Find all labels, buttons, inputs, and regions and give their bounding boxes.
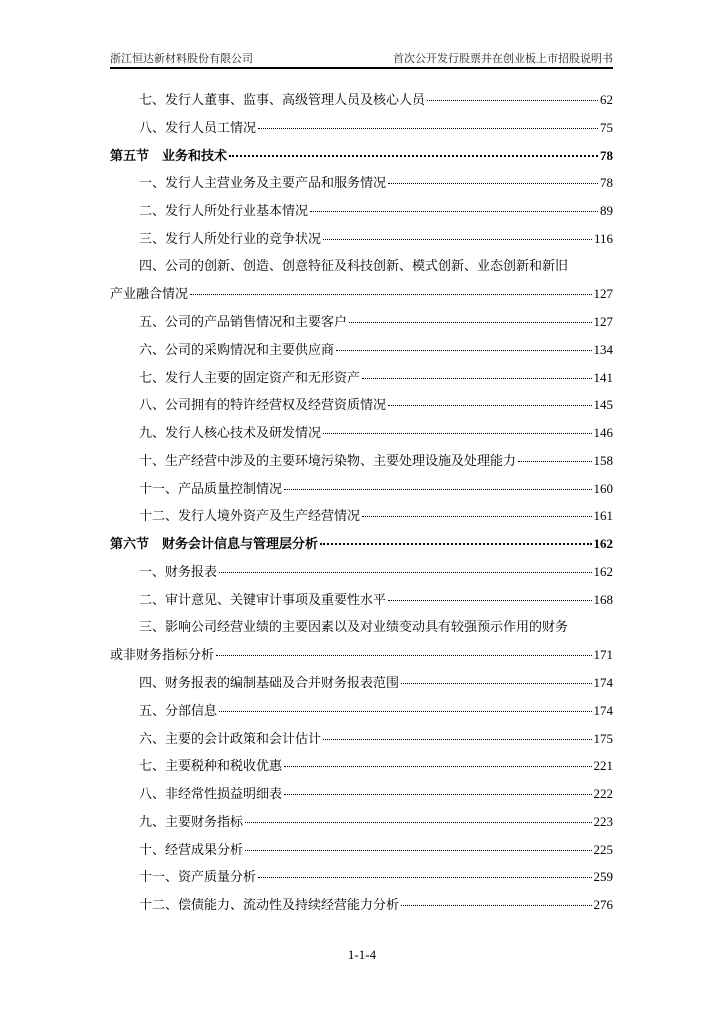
toc-entry-page: 259 xyxy=(593,869,613,885)
table-of-contents xyxy=(110,86,613,919)
toc-entry-title: 三、发行人所处行业的竞争状况 xyxy=(139,231,322,247)
page-number: 1-1-4 xyxy=(347,947,377,962)
toc-section-entry[interactable] xyxy=(110,142,613,170)
toc-entry-title-line1[interactable]: 四、公司的创新、创造、创意特征及科技创新、模式创新、业态创新和新旧 xyxy=(139,258,569,274)
toc-entry[interactable] xyxy=(110,641,613,669)
toc-dot-leader xyxy=(258,876,591,878)
toc-entry[interactable] xyxy=(110,419,613,447)
toc-entry-title: 六、主要的会计政策和会计估计 xyxy=(139,731,322,747)
toc-entry-title-line2: 产业融合情况 xyxy=(110,287,189,303)
toc-entry-page: 78 xyxy=(600,175,613,191)
toc-entry[interactable] xyxy=(110,447,613,475)
toc-dot-leader xyxy=(219,571,591,573)
toc-dot-leader xyxy=(401,904,591,906)
header-document-title: 首次公开发行股票并在创业板上市招股说明书 xyxy=(393,52,613,65)
running-header xyxy=(110,50,613,67)
toc-entry-title: 十一、产品质量控制情况 xyxy=(139,481,283,497)
toc-dot-leader xyxy=(388,182,598,184)
toc-entry-page: 225 xyxy=(593,841,613,857)
toc-dot-leader xyxy=(401,682,591,684)
toc-dot-leader xyxy=(245,821,591,823)
toc-entry[interactable] xyxy=(110,780,613,808)
toc-dot-leader xyxy=(190,293,591,295)
toc-entry-page: 146 xyxy=(593,425,613,441)
toc-entry-page: 162 xyxy=(593,564,613,580)
toc-entry-page: 127 xyxy=(593,286,613,302)
toc-entry[interactable] xyxy=(110,725,613,753)
toc-entry-title: 二、发行人所处行业基本情况 xyxy=(139,204,309,220)
toc-entry-title-line1[interactable]: 三、影响公司经营业绩的主要因素以及对业绩变动具有较强预示作用的财务 xyxy=(139,619,569,635)
toc-entry-title: 九、发行人核心技术及研发情况 xyxy=(139,426,322,442)
toc-dot-leader xyxy=(219,710,591,712)
toc-entry[interactable] xyxy=(110,336,613,364)
toc-entry[interactable] xyxy=(110,225,613,253)
toc-dot-leader xyxy=(284,793,591,795)
toc-entry-title: 二、审计意见、关键审计事项及重要性水平 xyxy=(139,592,387,608)
toc-entry-title: 七、发行人主要的固定资产和无形资产 xyxy=(139,370,361,386)
toc-dot-leader xyxy=(229,154,598,157)
toc-dot-leader xyxy=(336,349,591,351)
toc-entry-title: 十二、发行人境外资产及生产经营情况 xyxy=(139,509,361,525)
toc-entry[interactable] xyxy=(110,364,613,392)
toc-section-title: 第六节 财务会计信息与管理层分析 xyxy=(110,537,319,553)
toc-dot-leader xyxy=(362,377,591,379)
toc-entry-title: 六、公司的采购情况和主要供应商 xyxy=(139,342,335,358)
toc-entry[interactable] xyxy=(110,836,613,864)
toc-entry[interactable] xyxy=(110,391,613,419)
toc-entry-title: 七、主要税种和税收优惠 xyxy=(139,759,283,775)
toc-entry[interactable] xyxy=(110,669,613,697)
toc-dot-leader xyxy=(284,765,591,767)
toc-entry[interactable] xyxy=(110,308,613,336)
toc-dot-leader xyxy=(323,432,591,434)
toc-section-page: 162 xyxy=(593,536,613,552)
toc-entry-title: 五、分部信息 xyxy=(139,703,218,719)
toc-entry[interactable] xyxy=(110,502,613,530)
toc-entry-page: 89 xyxy=(600,203,613,219)
toc-section-entry[interactable] xyxy=(110,530,613,558)
toc-entry-page: 141 xyxy=(593,369,613,385)
toc-entry[interactable] xyxy=(110,863,613,891)
toc-dot-leader xyxy=(362,515,591,517)
toc-entry-title: 一、发行人主营业务及主要产品和服务情况 xyxy=(139,176,387,192)
toc-entry-page: 75 xyxy=(600,119,613,135)
toc-entry-page: 221 xyxy=(593,758,613,774)
toc-entry-title: 八、发行人员工情况 xyxy=(139,120,257,136)
toc-entry-title: 九、主要财务指标 xyxy=(139,814,244,830)
toc-dot-leader xyxy=(518,460,591,462)
header-rule xyxy=(110,67,613,69)
toc-entry-page: 116 xyxy=(593,230,613,246)
toc-dot-leader xyxy=(258,127,598,129)
toc-entry[interactable] xyxy=(110,891,613,919)
toc-entry-title: 五、公司的产品销售情况和主要客户 xyxy=(139,315,348,331)
toc-entry-title: 十、经营成果分析 xyxy=(139,842,244,858)
toc-entry-title: 四、财务报表的编制基础及合并财务报表范围 xyxy=(139,676,400,692)
toc-dot-leader xyxy=(323,738,591,740)
toc-entry[interactable] xyxy=(110,280,613,308)
toc-entry-title: 一、财务报表 xyxy=(139,565,218,581)
toc-entry-page: 174 xyxy=(593,702,613,718)
toc-dot-leader xyxy=(320,542,591,545)
toc-dot-leader xyxy=(388,599,591,601)
toc-entry-page: 223 xyxy=(593,813,613,829)
toc-entry-page: 276 xyxy=(593,897,613,913)
toc-dot-leader xyxy=(323,238,592,240)
header-company-name: 浙江恒达新材料股份有限公司 xyxy=(110,52,253,65)
toc-entry-page: 134 xyxy=(593,341,613,357)
toc-entry-page: 158 xyxy=(593,452,613,468)
toc-section-page: 78 xyxy=(600,147,613,163)
toc-entry-title: 十一、资产质量分析 xyxy=(139,870,257,886)
toc-entry[interactable] xyxy=(110,808,613,836)
toc-entry[interactable] xyxy=(110,114,613,142)
toc-entry-page: 145 xyxy=(593,397,613,413)
toc-entry[interactable] xyxy=(110,697,613,725)
toc-dot-leader xyxy=(388,404,591,406)
toc-entry-title-line2: 或非财务指标分析 xyxy=(110,648,215,664)
toc-entry[interactable] xyxy=(110,586,613,614)
toc-dot-leader xyxy=(216,654,591,656)
toc-entry-page: 174 xyxy=(593,675,613,691)
toc-entry-page: 175 xyxy=(593,730,613,746)
toc-entry-page: 222 xyxy=(593,786,613,802)
toc-entry-page: 168 xyxy=(593,591,613,607)
toc-entry-page: 161 xyxy=(593,508,613,524)
toc-entry[interactable] xyxy=(110,86,613,114)
toc-entry-title: 八、非经常性损益明细表 xyxy=(139,787,283,803)
toc-entry-title: 十二、偿债能力、流动性及持续经营能力分析 xyxy=(139,898,400,914)
toc-dot-leader xyxy=(245,849,591,851)
toc-entry[interactable] xyxy=(110,558,613,586)
toc-entry-title: 十、生产经营中涉及的主要环境污染物、主要处理设施及处理能力 xyxy=(139,453,517,469)
toc-dot-leader xyxy=(284,488,591,490)
toc-entry-page: 127 xyxy=(593,314,613,330)
toc-dot-leader xyxy=(427,99,598,101)
toc-entry-page: 160 xyxy=(593,480,613,496)
toc-entry-title: 七、发行人董事、监事、高级管理人员及核心人员 xyxy=(139,93,426,108)
toc-dot-leader xyxy=(349,321,591,323)
toc-entry-page: 171 xyxy=(593,647,613,663)
toc-entry[interactable] xyxy=(110,475,613,503)
toc-entry-title: 八、公司拥有的特许经营权及经营资质情况 xyxy=(139,398,387,414)
toc-entry[interactable] xyxy=(110,169,613,197)
toc-section-title: 第五节 业务和技术 xyxy=(110,148,228,164)
toc-entry[interactable] xyxy=(110,752,613,780)
toc-dot-leader xyxy=(310,210,598,212)
toc-entry-page: 62 xyxy=(600,92,613,107)
toc-entry[interactable] xyxy=(110,197,613,225)
